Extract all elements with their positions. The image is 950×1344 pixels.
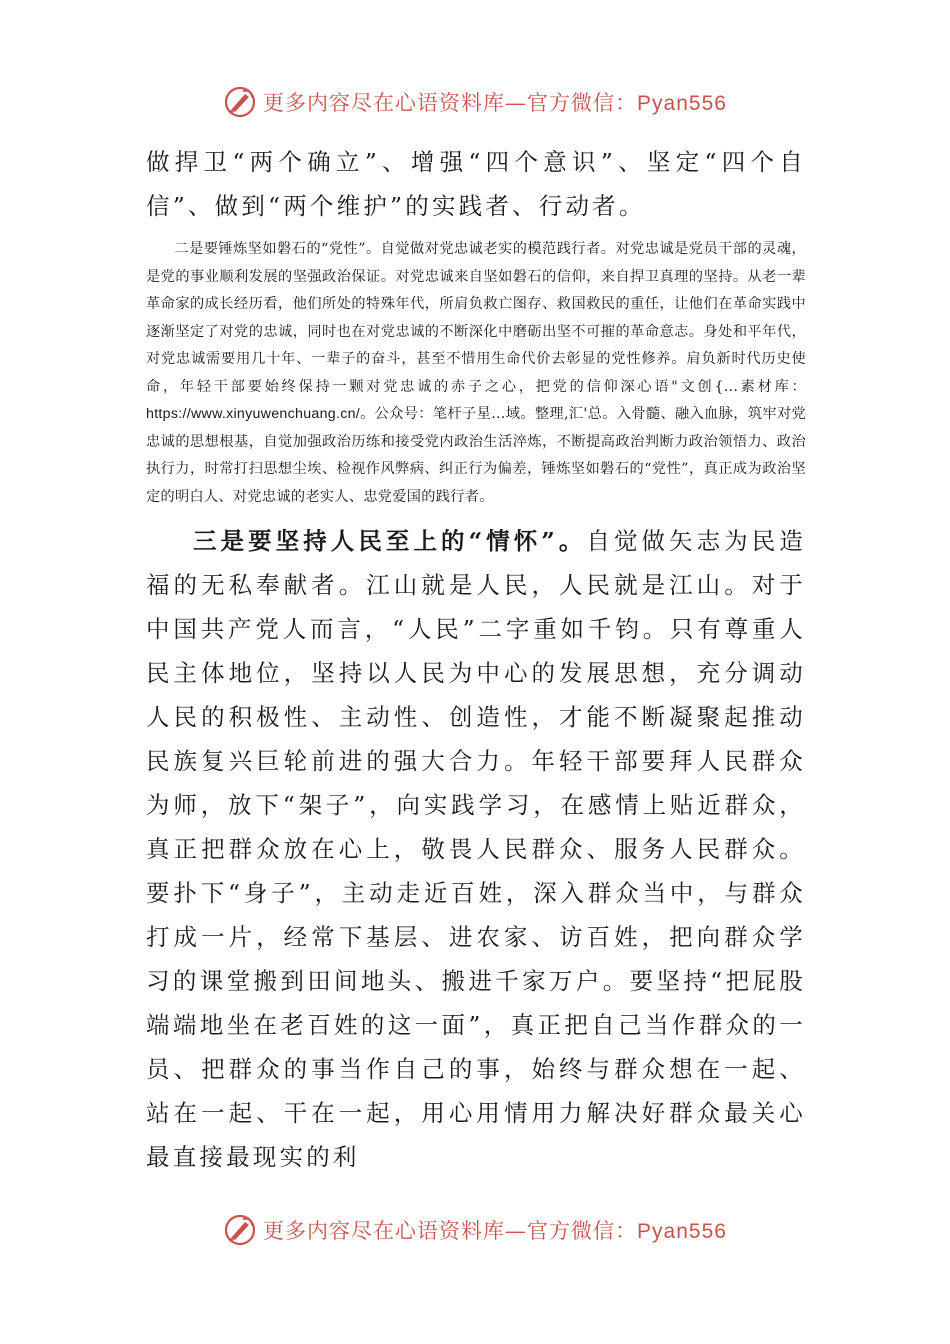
paragraph-2-url: https://www.xinyuwenchuang.cn/: [146, 406, 361, 422]
paragraph-2: [146, 236, 806, 511]
header-banner-account: Pyan556: [637, 92, 727, 115]
paragraph-3: [146, 519, 806, 1179]
footer-banner-account: Pyan556: [637, 1220, 727, 1243]
paragraph-3-heading: 三是要坚持人民至上的“情怀”。: [193, 527, 587, 555]
header-banner-label: 更多内容尽在心语资料库—官方微信：: [263, 91, 638, 115]
pen-logo-icon: [223, 85, 257, 119]
paragraph-2-part-a: 二是要锤炼坚如磐石的“党性”。自觉做对党忠诚老实的模范践行者。对党忠诚是党员干部的灵魂，是党的事业顺利发展的坚强政治保证。对党忠诚来自坚如磐石的信仰，来自捍卫真理的坚持。从老一辈革命家的成长经历看，他们所处的特殊年代，所肩负救亡图存、救国救民的重任，让他们在革命实践中逐渐坚定了对党的忠诚，同时也在对党忠诚的不断深化中磨砺出坚不可摧的革命意志。身处和平年代，对党忠诚需要用几十年、一辈子的奋斗，甚至不惜用生命代价去彰显的党性修养。肩负新时代历史使命，年轻干部要始终保持一颗对党忠诚的赤子之心，把党的信仰深心语"文创{...素材库：: [146, 241, 806, 395]
footer-banner: [0, 1210, 950, 1250]
document-body: [146, 140, 806, 1179]
pen-logo-icon: [223, 1213, 257, 1247]
header-banner-text: [263, 87, 727, 117]
paragraph-2-part-b: 。公众号：笔杆子星…域。整理,汇'总。入骨髓、融入血脉，筑牢对党忠诚的思想根基，自觉加强政治历练和接受党内政治生活淬炼，不断提高政治判断力政治领悟力、政治执行力，时常打扫思想尘埃、检视作风弊病、纠正行为偏差，锤炼坚如磐石的“党性”，真正成为政治坚定的明白人、对党忠诚的老实人、忠党爱国的践行者。: [146, 406, 806, 505]
footer-banner-text: [263, 1215, 727, 1245]
header-banner: [0, 82, 950, 122]
paragraph-3-body: 自觉做矢志为民造福的无私奉献者。江山就是人民，人民就是江山。对于中国共产党人而言，“人民”二字重如千钧。只有尊重人民主体地位，坚持以人民为中心的发展思想，充分调动人民的积极性、主动性、创造性，才能不断凝聚起推动民族复兴巨轮前进的强大合力。年轻干部要拜人民群众为师，放下“架子”，向实践学习，在感情上贴近群众，真正把群众放在心上，敬畏人民群众、服务人民群众。要扑下“身子”，主动走近百姓，深入群众当中，与群众打成一片，经常下基层、进农家、访百姓，把向群众学习的课堂搬到田间地头、搬进千家万户。要坚持“把屁股端端地坐在老百姓的这一面”，真正把自己当作群众的一员、把群众的事当作自己的事，始终与群众想在一起、站在一起、干在一起，用心用情用力解决好群众最关心最直接最现实的利: [146, 527, 806, 1171]
footer-banner-label: 更多内容尽在心语资料库—官方微信：: [263, 1219, 638, 1243]
paragraph-1: 做捍卫“两个确立”、增强“四个意识”、坚定“四个自信”、做到“两个维护”的实践者、行动者。: [146, 148, 806, 220]
